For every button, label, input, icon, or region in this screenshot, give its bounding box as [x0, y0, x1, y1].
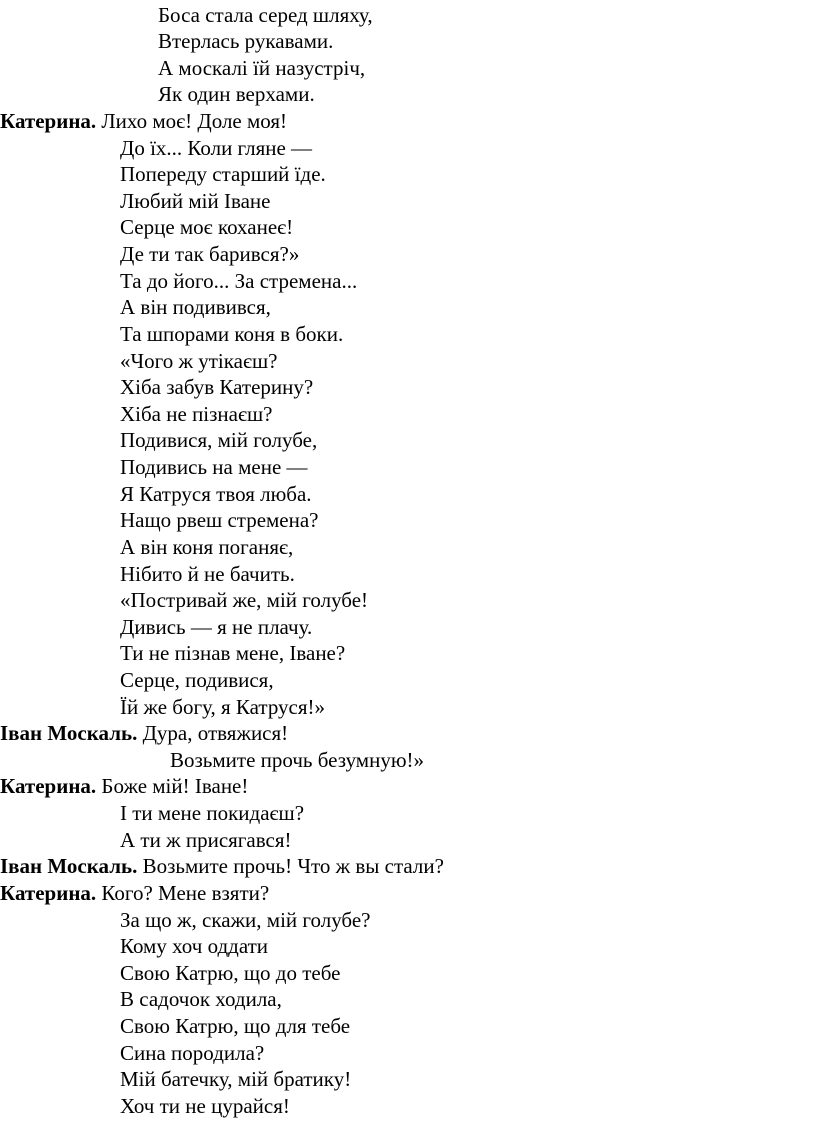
- verse-line: [120, 933, 268, 960]
- verse-text: В садочок ходила,: [120, 987, 282, 1012]
- verse-line: [120, 188, 270, 215]
- verse-text: А ти ж присягався!: [120, 827, 292, 852]
- verse-line: [120, 1093, 290, 1120]
- verse-line: [120, 694, 325, 721]
- verse-line: [120, 374, 313, 401]
- verse-line: [120, 587, 368, 614]
- verse-line: [120, 1040, 264, 1067]
- verse-text: Возьмите прочь! Что ж вы стали?: [142, 854, 444, 879]
- verse-line: [120, 561, 295, 588]
- verse-line: [120, 321, 343, 348]
- verse-line: [120, 827, 292, 854]
- verse-line: [158, 81, 315, 108]
- verse-line: [120, 1066, 351, 1093]
- verse-text: Попереду старший їде.: [120, 162, 326, 187]
- verse-text: Хіба не пізнаєш?: [120, 401, 273, 426]
- verse-text: Любий мій Іване: [120, 188, 271, 213]
- verse-text: Та до його... За стремена...: [120, 268, 358, 293]
- speaker-line: [0, 108, 287, 135]
- verse-line: [120, 800, 304, 827]
- verse-line: [120, 667, 274, 694]
- verse-line: [120, 348, 277, 375]
- verse-text: Втерлась рукавами.: [158, 29, 334, 54]
- verse-text: Хіба забув Катерину?: [120, 375, 314, 400]
- verse-text: Дивись — я не плачу.: [120, 614, 313, 639]
- verse-line: [120, 135, 312, 162]
- verse-text: Сина породила?: [120, 1040, 265, 1065]
- verse-line: [120, 161, 326, 188]
- speaker-name: Іван Москаль.: [0, 721, 138, 746]
- verse-text: Кого? Мене взяти?: [101, 880, 270, 905]
- verse-line: [120, 614, 312, 641]
- speaker-line: [0, 720, 288, 747]
- verse-line: [170, 747, 424, 774]
- speaker-name: Катерина.: [0, 774, 97, 799]
- verse-line: [120, 241, 299, 268]
- verse-line: [120, 640, 345, 667]
- verse-line: [120, 401, 273, 428]
- verse-text: Як один верхами.: [158, 82, 315, 107]
- speaker-line: [0, 853, 444, 880]
- verse-text: Кому хоч оддати: [120, 934, 269, 959]
- verse-text: Нащо рвеш стремена?: [120, 508, 319, 533]
- verse-line: [158, 2, 373, 29]
- verse-text: «Постривай же, мій голубе!: [120, 588, 369, 613]
- speaker-line: [0, 880, 269, 907]
- verse-text: Ти не пізнав мене, Іване?: [120, 641, 346, 666]
- verse-line: [120, 268, 357, 295]
- verse-line: [120, 907, 370, 934]
- verse-line: [120, 960, 340, 987]
- verse-text: Та шпорами коня в боки.: [120, 321, 344, 346]
- verse-line: [120, 534, 293, 561]
- verse-line: [120, 214, 293, 241]
- speaker-name: Іван Москаль.: [0, 854, 138, 879]
- verse-line: [120, 294, 271, 321]
- verse-text: А він подивився,: [120, 295, 271, 320]
- verse-text: Свою Катрю, що до тебе: [120, 960, 341, 985]
- verse-text: Лихо моє! Доле моя!: [101, 108, 288, 133]
- speaker-line: [0, 773, 248, 800]
- verse-text: І ти мене покидаєш?: [120, 801, 305, 826]
- verse-text: Їй же богу, я Катруся!»: [120, 694, 326, 719]
- verse-text: Боса стала серед шляху,: [158, 2, 373, 27]
- verse-text: Де ти так барився?»: [120, 242, 300, 267]
- verse-text: Боже мій! Іване!: [101, 774, 249, 799]
- verse-text: Серце, подивися,: [120, 668, 274, 692]
- verse-line: [120, 454, 308, 481]
- verse-text: Подивися, мій голубе,: [120, 428, 318, 453]
- verse-text: Возьмите прочь безумную!»: [170, 747, 425, 772]
- verse-text: За що ж, скажи, мій голубе?: [120, 907, 371, 932]
- verse-line: [158, 55, 365, 82]
- speaker-name: Катерина.: [0, 880, 97, 905]
- verse-line: [120, 427, 317, 454]
- verse-text: А москалі їй назустріч,: [158, 55, 366, 80]
- verse-line: [158, 28, 333, 55]
- verse-text: Свою Катрю, що для тебе: [120, 1014, 351, 1039]
- verse-text: Подивись на мене —: [120, 455, 308, 480]
- verse-text: Хоч ти не цурайся!: [120, 1093, 290, 1118]
- verse-text: А він коня поганяє,: [120, 534, 294, 559]
- verse-line: [120, 1013, 350, 1040]
- verse-line: [120, 986, 282, 1013]
- verse-text: Дура, отвяжися!: [142, 721, 289, 746]
- verse-text: Нібито й не бачить.: [120, 561, 295, 586]
- verse-text: До їх... Коли гляне —: [120, 135, 313, 160]
- verse-line: [120, 481, 312, 508]
- verse-text: «Чого ж утікаєш?: [120, 348, 278, 373]
- verse-line: [120, 507, 319, 534]
- verse-text: Мій батечку, мій братику!: [120, 1067, 352, 1092]
- verse-text: Я Катруся твоя люба.: [120, 481, 312, 506]
- speaker-name: Катерина.: [0, 108, 97, 133]
- verse-text: Серце моє коханеє!: [120, 215, 294, 240]
